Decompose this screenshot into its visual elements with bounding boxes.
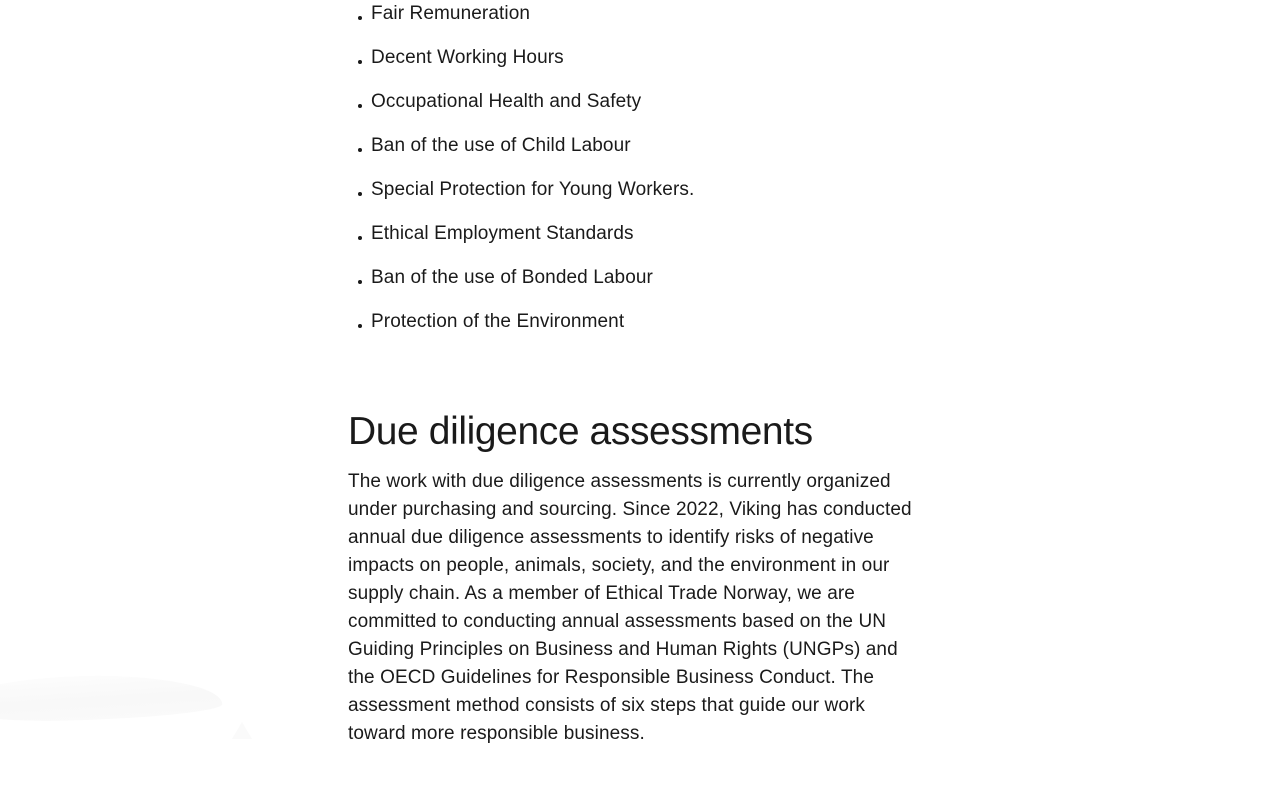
bullet-icon — [358, 148, 362, 152]
bullet-icon — [358, 192, 362, 196]
background-landscape-shape — [0, 672, 223, 723]
bullet-icon — [358, 236, 362, 240]
list-item-label: Decent Working Hours — [371, 47, 564, 68]
code-of-conduct-list — [348, 0, 923, 334]
bullet-icon — [358, 324, 362, 328]
list-item — [348, 2, 923, 26]
list-item-label: Ban of the use of Child Labour — [371, 135, 631, 156]
list-item — [348, 266, 923, 290]
list-item — [348, 90, 923, 114]
bullet-icon — [358, 280, 362, 284]
background-peak-shape — [232, 722, 252, 739]
list-item — [348, 222, 923, 246]
list-item-label: Fair Remuneration — [371, 3, 531, 24]
section-heading-due-diligence: Due diligence assessments — [348, 410, 813, 453]
article-content — [348, 0, 923, 748]
list-item — [348, 310, 923, 334]
bullet-icon — [358, 16, 362, 20]
list-item-label: Ethical Employment Standards — [371, 223, 634, 244]
bullet-icon — [358, 60, 362, 64]
list-item — [348, 134, 923, 158]
list-item-label: Special Protection for Young Workers. — [371, 179, 695, 200]
bullet-icon — [358, 104, 362, 108]
list-item-label: Ban of the use of Bonded Labour — [371, 267, 653, 288]
list-item-label: Protection of the Environment — [371, 311, 625, 332]
list-item — [348, 178, 923, 202]
list-item — [348, 46, 923, 70]
due-diligence-paragraph: The work with due diligence assessments is currently organized under purchasing and sourcing. Since 2022, Viking has conducted annual due diligence assessments to identify risks of negative impacts on people, animals, society, and the environment in our supply chain. As a member of Ethical Trade Norway, we are committed to conducting annual assessments based on the UN Guiding Principles on Business and Human Rights (UNGPs) and the OECD Guidelines for Responsible Business Conduct. The assessment method consists of six steps that guide our work toward more responsible business. — [348, 471, 912, 744]
list-item-label: Occupational Health and Safety — [371, 91, 642, 112]
